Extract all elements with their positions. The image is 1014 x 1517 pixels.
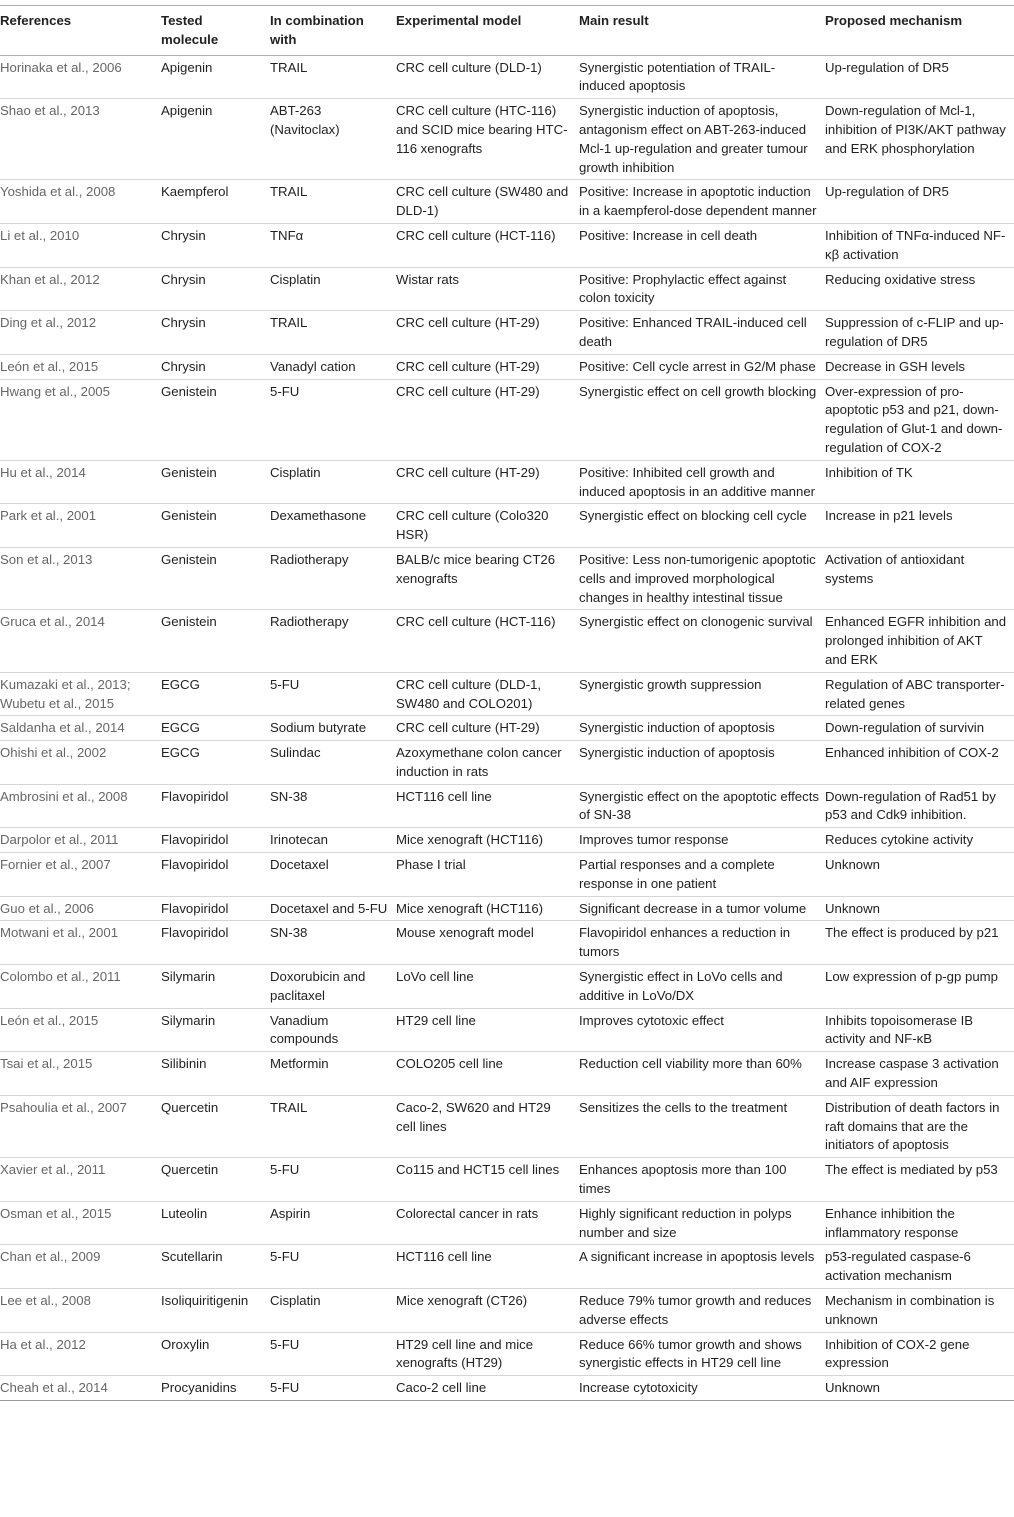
table-row <box>0 741 1014 785</box>
cell-combination: 5-FU <box>270 379 396 460</box>
cell-proposed-mechanism: Down-regulation of survivin <box>825 716 1014 741</box>
cell-reference: Cheah et al., 2014 <box>0 1376 161 1401</box>
cell-tested-molecule: Silymarin <box>161 965 270 1009</box>
header-experimental-model: Experimental model <box>396 6 579 56</box>
cell-combination: Irinotecan <box>270 828 396 853</box>
cell-experimental-model: CRC cell culture (HT-29) <box>396 379 579 460</box>
cell-experimental-model: Colorectal cancer in rats <box>396 1201 579 1245</box>
cell-experimental-model: Mice xenograft (HCT116) <box>396 828 579 853</box>
cell-tested-molecule: Oroxylin <box>161 1332 270 1376</box>
cell-proposed-mechanism: The effect is produced by p21 <box>825 921 1014 965</box>
cell-experimental-model: Mice xenograft (HCT116) <box>396 896 579 921</box>
cell-tested-molecule: Apigenin <box>161 55 270 99</box>
cell-experimental-model: Mouse xenograft model <box>396 921 579 965</box>
cell-experimental-model: HCT116 cell line <box>396 784 579 828</box>
cell-tested-molecule: Flavopiridol <box>161 784 270 828</box>
table-row <box>0 354 1014 379</box>
cell-proposed-mechanism: Unknown <box>825 896 1014 921</box>
cell-proposed-mechanism: Increase in p21 levels <box>825 504 1014 548</box>
cell-tested-molecule: Procyanidins <box>161 1376 270 1401</box>
cell-main-result: Positive: Increase in apoptotic induction in a kaempferol-dose dependent manner <box>579 180 825 224</box>
cell-combination: ABT-263 (Navitoclax) <box>270 99 396 180</box>
cell-main-result: Reduce 79% tumor growth and reduces adverse effects <box>579 1289 825 1333</box>
cell-proposed-mechanism: Inhibition of COX-2 gene expression <box>825 1332 1014 1376</box>
header-main-result: Main result <box>579 6 825 56</box>
cell-experimental-model: Wistar rats <box>396 267 579 311</box>
cell-combination: TRAIL <box>270 311 396 355</box>
cell-experimental-model: CRC cell culture (HCT-116) <box>396 223 579 267</box>
cell-tested-molecule: Flavopiridol <box>161 896 270 921</box>
table-row <box>0 853 1014 897</box>
cell-combination: 5-FU <box>270 1332 396 1376</box>
cell-combination: Doxorubicin and paclitaxel <box>270 965 396 1009</box>
cell-proposed-mechanism: p53-regulated caspase-6 activation mechanism <box>825 1245 1014 1289</box>
cell-main-result: Synergistic potentiation of TRAIL-induced apoptosis <box>579 55 825 99</box>
cell-combination: TRAIL <box>270 180 396 224</box>
cell-main-result: Reduction cell viability more than 60% <box>579 1052 825 1096</box>
cell-tested-molecule: Kaempferol <box>161 180 270 224</box>
cell-experimental-model: Phase I trial <box>396 853 579 897</box>
cell-experimental-model: CRC cell culture (HCT-116) <box>396 610 579 672</box>
cell-proposed-mechanism: Mechanism in combination is unknown <box>825 1289 1014 1333</box>
cell-main-result: Reduce 66% tumor growth and shows synergistic effects in HT29 cell line <box>579 1332 825 1376</box>
cell-reference: Tsai et al., 2015 <box>0 1052 161 1096</box>
cell-proposed-mechanism: Inhibition of TNFα-induced NF-κβ activation <box>825 223 1014 267</box>
cell-combination: Cisplatin <box>270 460 396 504</box>
cell-reference: Chan et al., 2009 <box>0 1245 161 1289</box>
table-row <box>0 1245 1014 1289</box>
cell-combination: TNFα <box>270 223 396 267</box>
cell-tested-molecule: Genistein <box>161 610 270 672</box>
table-row <box>0 1289 1014 1333</box>
cell-combination: Radiotherapy <box>270 610 396 672</box>
cell-experimental-model: CRC cell culture (Colo320 HSR) <box>396 504 579 548</box>
cell-reference: Motwani et al., 2001 <box>0 921 161 965</box>
cell-reference: Fornier et al., 2007 <box>0 853 161 897</box>
cell-tested-molecule: Flavopiridol <box>161 828 270 853</box>
references-table <box>0 5 1014 1401</box>
cell-reference: Horinaka et al., 2006 <box>0 55 161 99</box>
cell-main-result: Partial responses and a complete response in one patient <box>579 853 825 897</box>
cell-proposed-mechanism: Regulation of ABC transporter-related genes <box>825 672 1014 716</box>
cell-combination: Sulindac <box>270 741 396 785</box>
header-references: References <box>0 6 161 56</box>
cell-proposed-mechanism: Unknown <box>825 853 1014 897</box>
table-row <box>0 784 1014 828</box>
cell-experimental-model: Mice xenograft (CT26) <box>396 1289 579 1333</box>
cell-experimental-model: CRC cell culture (HT-29) <box>396 311 579 355</box>
cell-main-result: Improves tumor response <box>579 828 825 853</box>
table-row <box>0 547 1014 609</box>
cell-reference: Yoshida et al., 2008 <box>0 180 161 224</box>
cell-combination: SN-38 <box>270 921 396 965</box>
cell-tested-molecule: Apigenin <box>161 99 270 180</box>
cell-experimental-model: CRC cell culture (HT-29) <box>396 354 579 379</box>
cell-tested-molecule: Chrysin <box>161 354 270 379</box>
cell-tested-molecule: Genistein <box>161 504 270 548</box>
cell-reference: Ambrosini et al., 2008 <box>0 784 161 828</box>
cell-reference: Gruca et al., 2014 <box>0 610 161 672</box>
cell-reference: Park et al., 2001 <box>0 504 161 548</box>
cell-combination: SN-38 <box>270 784 396 828</box>
cell-reference: Ha et al., 2012 <box>0 1332 161 1376</box>
table-row <box>0 716 1014 741</box>
cell-proposed-mechanism: Decrease in GSH levels <box>825 354 1014 379</box>
cell-proposed-mechanism: Up-regulation of DR5 <box>825 180 1014 224</box>
cell-experimental-model: LoVo cell line <box>396 965 579 1009</box>
header-row <box>0 6 1014 56</box>
cell-main-result: Synergistic induction of apoptosis <box>579 741 825 785</box>
table-row <box>0 1201 1014 1245</box>
cell-proposed-mechanism: Inhibits topoisomerase IB activity and NF-κB <box>825 1008 1014 1052</box>
cell-main-result: Synergistic effect on the apoptotic effects of SN-38 <box>579 784 825 828</box>
table-row <box>0 460 1014 504</box>
cell-experimental-model: CRC cell culture (SW480 and DLD-1) <box>396 180 579 224</box>
cell-combination: 5-FU <box>270 1376 396 1401</box>
table-row <box>0 311 1014 355</box>
table-row <box>0 504 1014 548</box>
table-row <box>0 921 1014 965</box>
cell-proposed-mechanism: Activation of antioxidant systems <box>825 547 1014 609</box>
cell-combination: 5-FU <box>270 1158 396 1202</box>
cell-tested-molecule: Luteolin <box>161 1201 270 1245</box>
cell-main-result: Synergistic effect in LoVo cells and additive in LoVo/DX <box>579 965 825 1009</box>
table-row <box>0 99 1014 180</box>
cell-experimental-model: CRC cell culture (HT-29) <box>396 460 579 504</box>
cell-experimental-model: CRC cell culture (DLD-1, SW480 and COLO201) <box>396 672 579 716</box>
cell-combination: 5-FU <box>270 1245 396 1289</box>
cell-experimental-model: HCT116 cell line <box>396 1245 579 1289</box>
cell-reference: Shao et al., 2013 <box>0 99 161 180</box>
table-row <box>0 896 1014 921</box>
cell-main-result: Synergistic effect on blocking cell cycle <box>579 504 825 548</box>
cell-proposed-mechanism: Enhanced EGFR inhibition and prolonged inhibition of AKT and ERK <box>825 610 1014 672</box>
cell-reference: Xavier et al., 2011 <box>0 1158 161 1202</box>
cell-combination: Sodium butyrate <box>270 716 396 741</box>
cell-reference: Ohishi et al., 2002 <box>0 741 161 785</box>
cell-tested-molecule: EGCG <box>161 716 270 741</box>
cell-tested-molecule: Chrysin <box>161 267 270 311</box>
cell-tested-molecule: EGCG <box>161 672 270 716</box>
cell-proposed-mechanism: Inhibition of TK <box>825 460 1014 504</box>
cell-main-result: Positive: Enhanced TRAIL-induced cell death <box>579 311 825 355</box>
cell-proposed-mechanism: The effect is mediated by p53 <box>825 1158 1014 1202</box>
cell-proposed-mechanism: Down-regulation of Rad51 by p53 and Cdk9 inhibition. <box>825 784 1014 828</box>
table-row <box>0 223 1014 267</box>
cell-experimental-model: Caco-2, SW620 and HT29 cell lines <box>396 1095 579 1157</box>
cell-main-result: Highly significant reduction in polyps number and size <box>579 1201 825 1245</box>
cell-main-result: Synergistic growth suppression <box>579 672 825 716</box>
table-body <box>0 55 1014 1400</box>
cell-proposed-mechanism: Up-regulation of DR5 <box>825 55 1014 99</box>
cell-tested-molecule: Chrysin <box>161 311 270 355</box>
cell-combination: Docetaxel and 5-FU <box>270 896 396 921</box>
cell-reference: León et al., 2015 <box>0 1008 161 1052</box>
cell-combination: Docetaxel <box>270 853 396 897</box>
cell-main-result: Positive: Prophylactic effect against colon toxicity <box>579 267 825 311</box>
table-row <box>0 828 1014 853</box>
cell-reference: Darpolor et al., 2011 <box>0 828 161 853</box>
cell-main-result: Increase cytotoxicity <box>579 1376 825 1401</box>
cell-combination: Aspirin <box>270 1201 396 1245</box>
cell-reference: Ding et al., 2012 <box>0 311 161 355</box>
cell-tested-molecule: Flavopiridol <box>161 921 270 965</box>
cell-main-result: Synergistic induction of apoptosis <box>579 716 825 741</box>
cell-reference: Son et al., 2013 <box>0 547 161 609</box>
cell-experimental-model: Caco-2 cell line <box>396 1376 579 1401</box>
cell-main-result: Significant decrease in a tumor volume <box>579 896 825 921</box>
cell-tested-molecule: EGCG <box>161 741 270 785</box>
cell-combination: Radiotherapy <box>270 547 396 609</box>
cell-tested-molecule: Quercetin <box>161 1095 270 1157</box>
table-row <box>0 1376 1014 1401</box>
cell-main-result: Positive: Cell cycle arrest in G2/M phase <box>579 354 825 379</box>
cell-proposed-mechanism: Enhance inhibition the inflammatory response <box>825 1201 1014 1245</box>
cell-reference: Colombo et al., 2011 <box>0 965 161 1009</box>
cell-proposed-mechanism: Distribution of death factors in raft domains that are the initiators of apoptosis <box>825 1095 1014 1157</box>
cell-main-result: Improves cytotoxic effect <box>579 1008 825 1052</box>
cell-reference: Osman et al., 2015 <box>0 1201 161 1245</box>
cell-experimental-model: Co115 and HCT15 cell lines <box>396 1158 579 1202</box>
cell-combination: TRAIL <box>270 1095 396 1157</box>
cell-tested-molecule: Flavopiridol <box>161 853 270 897</box>
cell-tested-molecule: Silymarin <box>161 1008 270 1052</box>
cell-tested-molecule: Genistein <box>161 460 270 504</box>
cell-experimental-model: HT29 cell line and mice xenografts (HT29) <box>396 1332 579 1376</box>
cell-experimental-model: CRC cell culture (HT-29) <box>396 716 579 741</box>
cell-main-result: Synergistic effect on clonogenic survival <box>579 610 825 672</box>
table-row <box>0 965 1014 1009</box>
table-row <box>0 1158 1014 1202</box>
cell-reference: Guo et al., 2006 <box>0 896 161 921</box>
cell-main-result: Positive: Inhibited cell growth and induced apoptosis in an additive manner <box>579 460 825 504</box>
cell-combination: 5-FU <box>270 672 396 716</box>
cell-proposed-mechanism: Increase caspase 3 activation and AIF expression <box>825 1052 1014 1096</box>
cell-tested-molecule: Chrysin <box>161 223 270 267</box>
cell-tested-molecule: Silibinin <box>161 1052 270 1096</box>
cell-combination: Metformin <box>270 1052 396 1096</box>
table-row <box>0 55 1014 99</box>
cell-main-result: A significant increase in apoptosis levels <box>579 1245 825 1289</box>
cell-reference: Khan et al., 2012 <box>0 267 161 311</box>
table-row <box>0 1332 1014 1376</box>
cell-reference: Lee et al., 2008 <box>0 1289 161 1333</box>
table-row <box>0 672 1014 716</box>
cell-proposed-mechanism: Over-expression of pro-apoptotic p53 and p21, down-regulation of Glut-1 and down-regulation of COX-2 <box>825 379 1014 460</box>
cell-combination: Vanadium compounds <box>270 1008 396 1052</box>
cell-tested-molecule: Isoliquiritigenin <box>161 1289 270 1333</box>
cell-combination: Vanadyl cation <box>270 354 396 379</box>
cell-reference: Hwang et al., 2005 <box>0 379 161 460</box>
cell-experimental-model: COLO205 cell line <box>396 1052 579 1096</box>
cell-proposed-mechanism: Reducing oxidative stress <box>825 267 1014 311</box>
header-tested-molecule: Tested molecule <box>161 6 270 56</box>
cell-main-result: Synergistic induction of apoptosis, antagonism effect on ABT-263-induced Mcl-1 up-regulation and greater tumour growth inhibition <box>579 99 825 180</box>
cell-proposed-mechanism: Down-regulation of Mcl-1, inhibition of PI3K/AKT pathway and ERK phosphorylation <box>825 99 1014 180</box>
table-row <box>0 610 1014 672</box>
table-row <box>0 1095 1014 1157</box>
cell-tested-molecule: Genistein <box>161 379 270 460</box>
cell-main-result: Enhances apoptosis more than 100 times <box>579 1158 825 1202</box>
cell-main-result: Positive: Increase in cell death <box>579 223 825 267</box>
table-row <box>0 1052 1014 1096</box>
cell-main-result: Flavopiridol enhances a reduction in tumors <box>579 921 825 965</box>
cell-reference: Hu et al., 2014 <box>0 460 161 504</box>
header-proposed-mechanism: Proposed mechanism <box>825 6 1014 56</box>
cell-tested-molecule: Quercetin <box>161 1158 270 1202</box>
table-header <box>0 6 1014 56</box>
cell-experimental-model: HT29 cell line <box>396 1008 579 1052</box>
cell-experimental-model: Azoxymethane colon cancer induction in rats <box>396 741 579 785</box>
cell-experimental-model: CRC cell culture (HTC-116) and SCID mice bearing HTC-116 xenografts <box>396 99 579 180</box>
cell-combination: Cisplatin <box>270 1289 396 1333</box>
table-row <box>0 379 1014 460</box>
cell-main-result: Synergistic effect on cell growth blocking <box>579 379 825 460</box>
cell-reference: Kumazaki et al., 2013; Wubetu et al., 2015 <box>0 672 161 716</box>
table-row <box>0 1008 1014 1052</box>
cell-combination: TRAIL <box>270 55 396 99</box>
cell-reference: Psahoulia et al., 2007 <box>0 1095 161 1157</box>
cell-proposed-mechanism: Low expression of p-gp pump <box>825 965 1014 1009</box>
header-combination: In combination with <box>270 6 396 56</box>
cell-tested-molecule: Scutellarin <box>161 1245 270 1289</box>
cell-reference: León et al., 2015 <box>0 354 161 379</box>
cell-combination: Dexamethasone <box>270 504 396 548</box>
cell-proposed-mechanism: Reduces cytokine activity <box>825 828 1014 853</box>
cell-proposed-mechanism: Suppression of c-FLIP and up-regulation of DR5 <box>825 311 1014 355</box>
cell-tested-molecule: Genistein <box>161 547 270 609</box>
table-row <box>0 267 1014 311</box>
cell-main-result: Sensitizes the cells to the treatment <box>579 1095 825 1157</box>
cell-experimental-model: BALB/c mice bearing CT26 xenografts <box>396 547 579 609</box>
cell-experimental-model: CRC cell culture (DLD-1) <box>396 55 579 99</box>
table-row <box>0 180 1014 224</box>
cell-combination: Cisplatin <box>270 267 396 311</box>
cell-reference: Saldanha et al., 2014 <box>0 716 161 741</box>
cell-proposed-mechanism: Unknown <box>825 1376 1014 1401</box>
cell-main-result: Positive: Less non-tumorigenic apoptotic cells and improved morphological changes in healthy intestinal tissue <box>579 547 825 609</box>
cell-reference: Li et al., 2010 <box>0 223 161 267</box>
cell-proposed-mechanism: Enhanced inhibition of COX-2 <box>825 741 1014 785</box>
